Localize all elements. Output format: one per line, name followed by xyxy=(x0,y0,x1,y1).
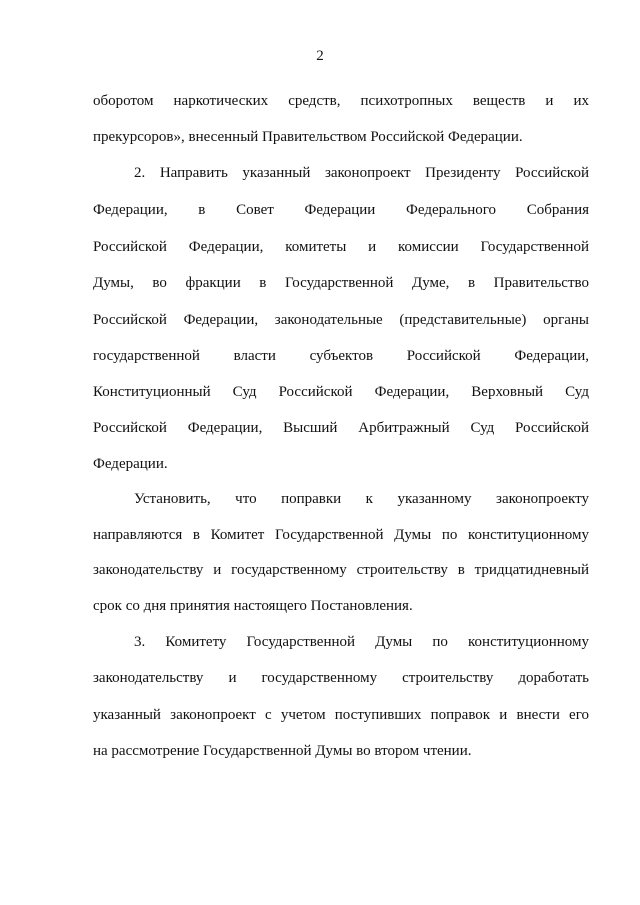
text-line: Федерации. xyxy=(93,456,168,472)
text-line: на рассмотрение Государственной Думы во втором чтении. xyxy=(93,743,472,759)
text-line: Российской Федерации, Высший Арбитражный Суд Российской xyxy=(93,420,589,436)
text-line: Российской Федерации, законодательные (представительные) органы xyxy=(93,312,589,328)
page-number: 2 xyxy=(316,48,324,64)
text-line: указанный законопроект с учетом поступивших поправок и внести его xyxy=(93,707,589,723)
text-line: направляются в Комитет Государственной Думы по конституционному xyxy=(93,527,589,543)
text-line: Российской Федерации, комитеты и комиссии Государственной xyxy=(93,239,589,255)
text-line: государственной власти субъектов Российской Федерации, xyxy=(93,348,589,364)
text-line: срок со дня принятия настоящего Постановления. xyxy=(93,598,413,614)
text-line: Думы, во фракции в Государственной Думе, в Правительство xyxy=(93,275,589,291)
text-line: оборотом наркотических средств, психотропных веществ и их xyxy=(93,93,589,109)
text-line: законодательству и государственному строительству доработать xyxy=(93,670,589,686)
text-line: 3. Комитету Государственной Думы по конституционному xyxy=(134,634,589,650)
text-line: прекурсоров», внесенный Правительством Российской Федерации. xyxy=(93,129,523,145)
text-line: Федерации, в Совет Федерации Федерального Собрания xyxy=(93,202,589,218)
text-line: законодательству и государственному строительству в тридцатидневный xyxy=(93,562,589,578)
text-line: 2. Направить указанный законопроект Президенту Российской xyxy=(134,165,589,181)
text-line: Установить, что поправки к указанному законопроекту xyxy=(134,491,589,507)
text-line: Конституционный Суд Российской Федерации, Верховный Суд xyxy=(93,384,589,400)
